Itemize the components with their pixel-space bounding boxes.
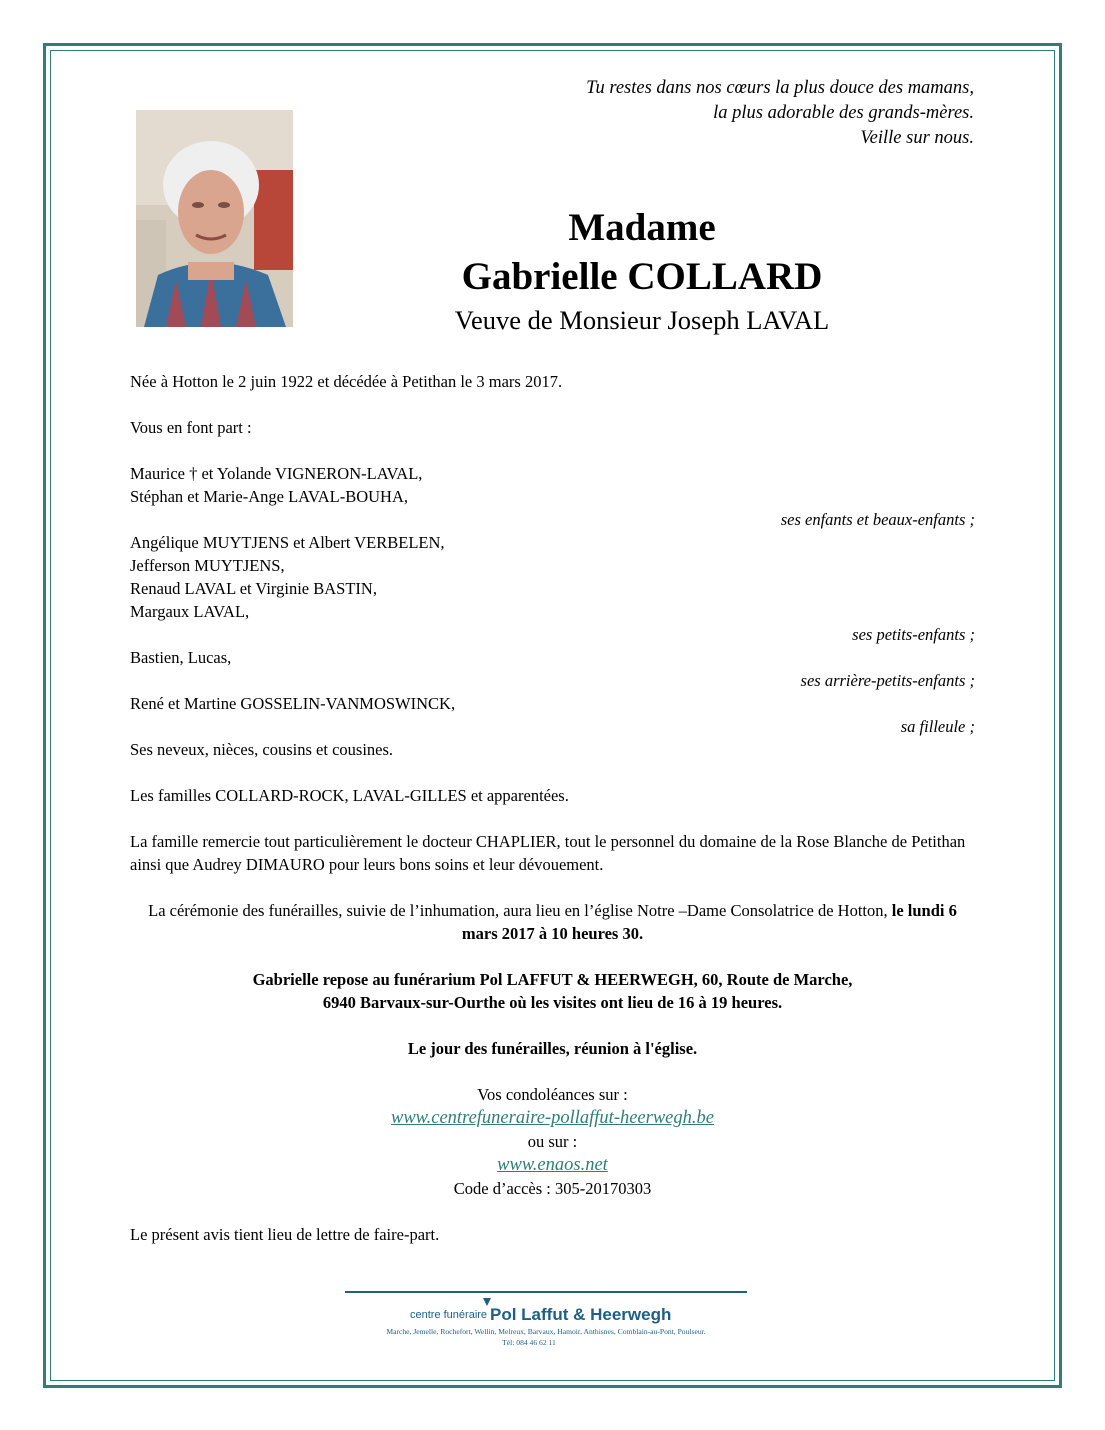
notice-line: Le présent avis tient lieu de lettre de faire-part.: [130, 1225, 440, 1244]
great-grandchildren-line: Bastien, Lucas,: [130, 648, 232, 667]
access-code: Code d’accès : 305-20170303: [453, 1179, 652, 1198]
condolences-label: Vos condoléances sur :: [477, 1085, 628, 1104]
children-line: Stéphan et Marie-Ange LAVAL-BOUHA,: [130, 487, 409, 506]
grandchild-line: Jefferson MUYTJENS,: [130, 556, 285, 575]
birth-death-line: Née à Hotton le 2 juin 1922 et décédée à Petithan le 3 mars 2017.: [130, 372, 563, 391]
repose-line: 6940 Barvaux-sur-Ourthe où les visites ont lieu de 16 à 19 heures.: [322, 993, 783, 1012]
logo-prefix: centre funéraire: [410, 1309, 488, 1321]
grandchild-line: Angélique MUYTJENS et Albert VERBELEN,: [130, 533, 445, 552]
relatives-line: Ses neveux, nièces, cousins et cousines.: [130, 740, 394, 759]
epitaph-line: Tu restes dans nos cœurs la plus douce des mamans,: [586, 78, 974, 98]
children-label: ses enfants et beaux-enfants ;: [780, 510, 975, 529]
ceremony-text: La cérémonie des funérailles, suivie de l’inhumation, aura lieu en l’église Notre –Dame Consolatrice de Hotton,: [148, 901, 888, 920]
condolences-link-2[interactable]: www.enaos.net: [497, 1155, 608, 1175]
logo-name: Pol Laffut & Heerwegh: [490, 1305, 672, 1324]
epitaph: [586, 76, 974, 151]
families-line: Les familles COLLARD-ROCK, LAVAL-GILLES et apparentées.: [130, 786, 569, 805]
widow-line: Veuve de Monsieur Joseph LAVAL: [454, 305, 830, 335]
honorific: Madame: [568, 206, 716, 249]
deceased-name: Gabrielle COLLARD: [461, 255, 823, 298]
goddaughter-label: sa filleule ;: [900, 717, 975, 736]
grandchild-line: Renaud LAVAL et Virginie BASTIN,: [130, 579, 377, 598]
goddaughter-line: René et Martine GOSSELIN-VANMOSWINCK,: [130, 694, 456, 713]
portrait-photo: [136, 110, 293, 327]
thanks-paragraph: La famille remercie tout particulièrement le docteur CHAPLIER, tout le personnel du domaine de la Rose Blanche de Petithan ainsi que Audrey DIMAURO pour leurs bons soins et leur dévouement.: [130, 832, 966, 874]
great-grandchildren-label: ses arrière-petits-enfants ;: [800, 671, 975, 690]
meeting-line: Le jour des funérailles, réunion à l'église.: [407, 1039, 698, 1058]
logo-phone: Tél: 084 46 62 11: [502, 1338, 556, 1347]
announce-line: Vous en font part :: [130, 418, 252, 437]
epitaph-line: la plus adorable des grands-mères.: [713, 103, 974, 123]
condolences-link-1[interactable]: www.centrefuneraire-pollaffut-heerwegh.be: [390, 1108, 714, 1128]
or-label: ou sur :: [527, 1132, 578, 1151]
grandchildren-label: ses petits-enfants ;: [852, 625, 975, 644]
funeral-home-logo: [345, 1290, 747, 1350]
repose-line: Gabrielle repose au funérarium Pol LAFFUT & HEERWEGH, 60, Route de Marche,: [252, 970, 853, 989]
ceremony-paragraph: [130, 899, 975, 945]
logo-locations: Marche, Jemelle, Rochefort, Wellin, Melreux, Barvaux, Hamoir, Anthisnes, Comblain-au-Pont, Poulseur.: [386, 1327, 706, 1336]
grandchild-line: Margaux LAVAL,: [130, 602, 250, 621]
notice-body: [130, 370, 975, 1246]
ceremony-date: le lundi 6 mars 2017 à 10 heures 30.: [461, 901, 957, 943]
children-line: Maurice † et Yolande VIGNERON-LAVAL,: [130, 464, 423, 483]
epitaph-line: Veille sur nous.: [860, 128, 974, 148]
